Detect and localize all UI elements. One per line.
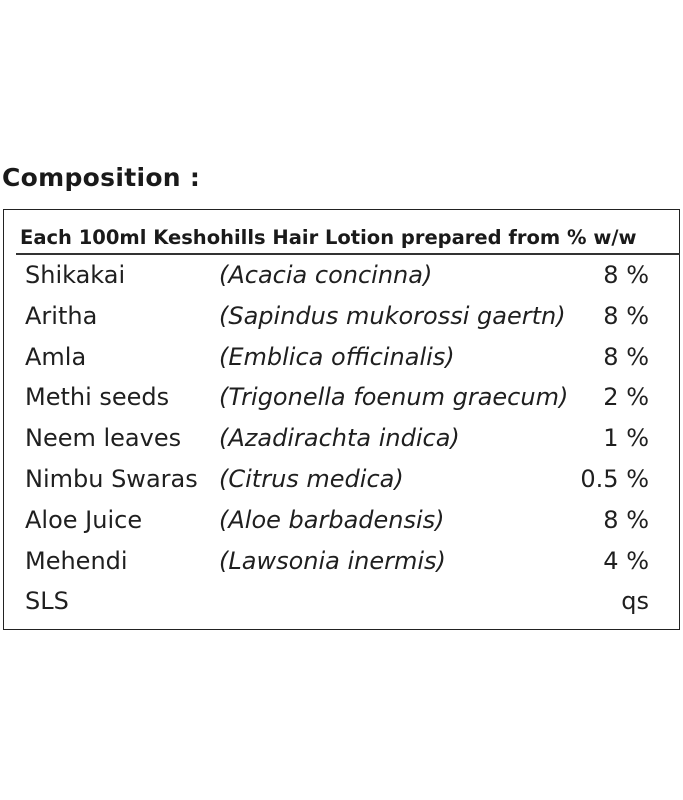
ingredient-name: Methi seeds: [25, 383, 170, 412]
percentage: 8 %: [603, 505, 649, 534]
percentage: 0.5 %: [580, 464, 649, 493]
ingredient-name: Mehendi: [25, 546, 128, 575]
ingredient-name: Neem leaves: [25, 424, 182, 453]
ingredient-name: Amla: [25, 342, 87, 371]
ingredient-name: Shikakai: [25, 261, 126, 289]
table-row: [0, 542, 683, 583]
table-row: [0, 256, 683, 297]
scientific-name: (Sapindus mukorossi gaertn): [219, 301, 566, 330]
percentage: 8 %: [603, 301, 649, 330]
scientific-name: (Azadirachta indica): [219, 424, 460, 453]
ingredient-name: SLS: [25, 587, 69, 616]
table-row: [0, 501, 683, 542]
scientific-name: (Lawsonia inermis): [219, 546, 446, 575]
composition-heading: Composition :: [2, 163, 201, 192]
table-row: [0, 338, 683, 379]
percentage: 4 %: [603, 546, 649, 575]
table-row: [0, 460, 683, 501]
percentage: qs: [621, 587, 649, 616]
ingredient-name: Nimbu Swaras: [25, 464, 198, 493]
percentage: 8 %: [603, 342, 649, 371]
percentage: 8 %: [603, 261, 649, 289]
ingredient-list: [0, 256, 683, 623]
ingredient-name: Aloe Juice: [25, 505, 143, 534]
percentage: 1 %: [603, 424, 649, 453]
table-row: [0, 378, 683, 419]
scientific-name: (Trigonella foenum graecum): [219, 383, 569, 412]
scientific-name: (Emblica officinalis): [219, 342, 455, 371]
table-row: [0, 582, 683, 623]
scientific-name: (Citrus medica): [219, 464, 404, 493]
table-header: Each 100ml Keshohills Hair Lotion prepared from % w/w: [20, 226, 637, 249]
ingredient-name: Aritha: [25, 301, 98, 330]
scientific-name: (Acacia concinna): [219, 261, 433, 289]
header-divider: [16, 253, 680, 255]
table-row: [0, 419, 683, 460]
percentage: 2 %: [603, 383, 649, 412]
table-row: [0, 297, 683, 338]
scientific-name: (Aloe barbadensis): [219, 505, 445, 534]
